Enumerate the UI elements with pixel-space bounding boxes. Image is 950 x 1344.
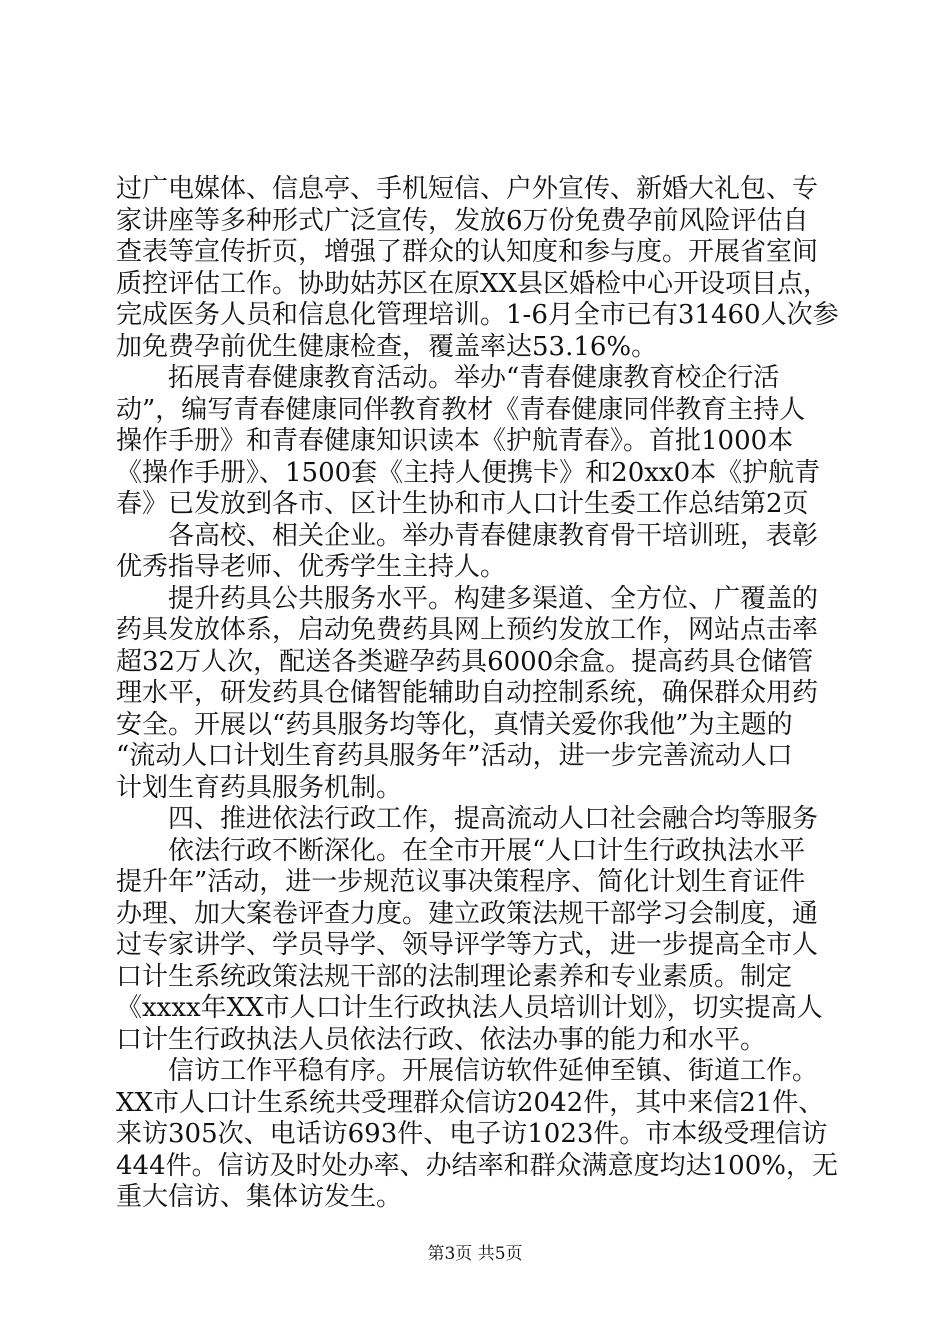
body-text	[116, 174, 846, 1214]
text-line: 安全。开展以“药具服务均等化，真情关爱你我他”为主题的	[116, 709, 793, 740]
text-line: 完成医务人员和信息化管理培训。1-6月全市已有31460人次参	[116, 300, 839, 330]
text-line: 计划生育药具服务机制。	[116, 772, 403, 803]
text-line: 理水平，研发药具仓储智能辅助自动控制系统，确保群众用药	[116, 678, 819, 708]
text-line: 拓展青春健康教育活动。举办“青春健康教育校企行活	[116, 363, 780, 393]
text-line: 查表等宣传折页，增强了群众的认知度和参与度。开展省室间	[116, 237, 819, 267]
text-line: 《xxxx年XX市人口计生行政执法人员培训计划》，切实提高人	[116, 993, 823, 1023]
text-line: 动”，编写青春健康同伴教育教材《青春健康同伴教育主持人	[116, 394, 806, 425]
text-line: “流动人口计划生育药具服务年”活动，进一步完善流动人口	[116, 741, 793, 771]
text-line: 依法行政不断深化。在全市开展“人口计生行政执法水平	[116, 835, 806, 866]
text-line: 药具发放体系，启动免费药具网上预约发放工作，网站点击率	[116, 615, 819, 645]
text-line: 提升年”活动，进一步规范议事决策程序、简化计划生育证件	[116, 867, 806, 897]
text-line: 重大信访、集体访发生。	[116, 1182, 403, 1212]
text-line: 口计生系统政策法规干部的法制理论素养和专业素质。制定	[116, 961, 793, 992]
text-line: 《操作手册》、1500套《主持人便携卡》和20xx0本《护航青	[116, 457, 821, 488]
text-line: 来访305次、电话访693件、电子访1023件。市本级受理信访	[116, 1119, 828, 1149]
text-line: 加免费孕前优生健康检查，覆盖率达53.16%。	[116, 331, 658, 362]
text-line: 超32万人次，配送各类避孕药具6000余盒。提高药具仓储管	[116, 646, 814, 677]
text-line: XX市人口计生系统共受理群众信访2042件，其中来信21件、	[116, 1087, 825, 1118]
text-line: 提升药具公共服务水平。构建多渠道、全方位、广覆盖的	[116, 583, 819, 614]
text-line: 家讲座等多种形式广泛宣传，发放6万份免费孕前风险评估自	[116, 205, 809, 236]
text-line: 办理、加大案卷评查力度。建立政策法规干部学习会制度，通	[116, 898, 819, 929]
text-line: 信访工作平稳有序。开展信访软件延伸至镇、街道工作。	[116, 1056, 819, 1086]
text-line: 口计生行政执法人员依法行政、依法办事的能力和水平。	[116, 1024, 767, 1055]
text-line: 过专家讲学、学员导学、领导评学等方式，进一步提高全市人	[116, 930, 819, 960]
page-footer: 第3页 共5页	[427, 1244, 523, 1264]
text-line: 444件。信访及时处办率、办结率和群众满意度均达100%，无	[116, 1150, 838, 1181]
text-line: 质控评估工作。协助姑苏区在原XX县区婚检中心开设项目点，	[116, 268, 830, 299]
text-line: 四、推进依法行政工作，提高流动人口社会融合均等服务	[116, 804, 819, 834]
text-line: 过广电媒体、信息亭、手机短信、户外宣传、新婚大礼包、专	[116, 174, 819, 204]
text-line: 优秀指导老师、优秀学生主持人。	[116, 552, 507, 582]
text-line: 操作手册》和青春健康知识读本《护航青春》。首批1000本	[116, 426, 794, 456]
text-line: 各高校、相关企业。举办青春健康教育骨干培训班，表彰	[116, 520, 819, 551]
text-line: 春》已发放到各市、区计生协和市人口计生委工作总结第2页	[116, 489, 809, 519]
